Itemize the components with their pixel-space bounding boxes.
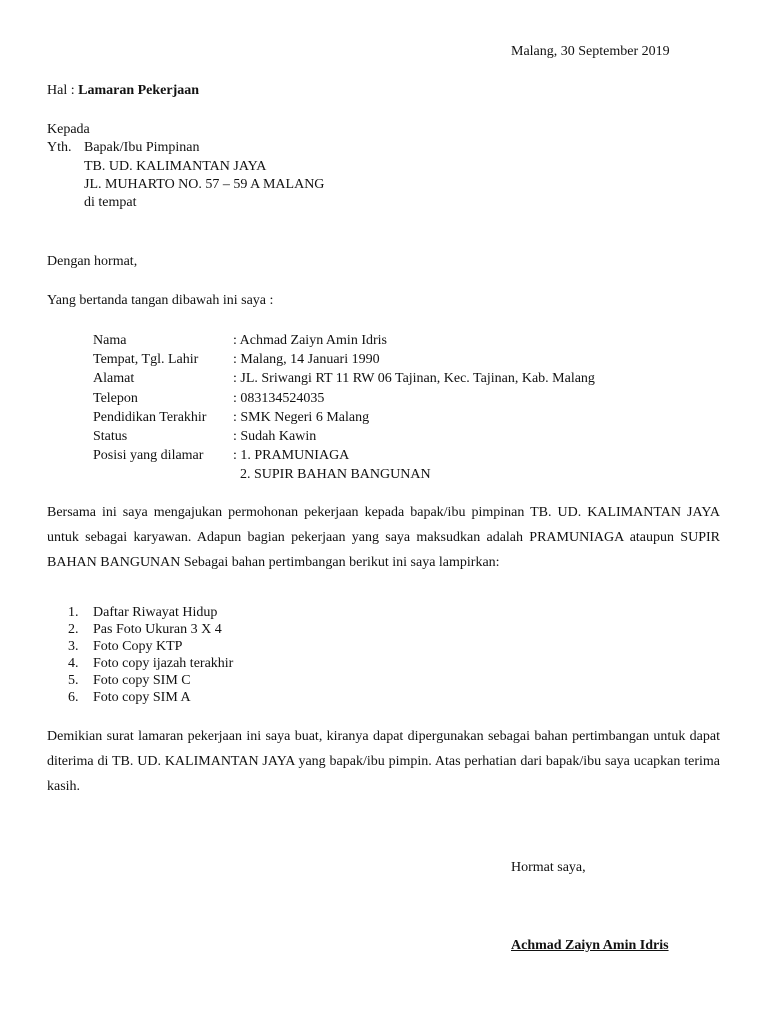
recipient-address: JL. MUHARTO NO. 57 – 59 A MALANG bbox=[84, 177, 325, 192]
body-paragraph-1: Bersama ini saya mengajukan permohonan pekerjaan kepada bapak/ibu pimpinan TB. UD. KALIMANTAN JAYA untuk sebagai karyawan. Adapun bagian pekerjaan yang saya maksudkan adalah PRAMUNIAGA ataupun SUPIR BAHAN BANGUNAN Sebagai bahan pertimbangan berikut ini saya lampirkan: bbox=[47, 505, 720, 570]
list-item bbox=[68, 604, 233, 621]
detail-label: Alamat bbox=[93, 371, 135, 387]
subject-text: Lamaran Pekerjaan bbox=[78, 83, 200, 98]
to-label: Kepada bbox=[47, 122, 90, 137]
attachment-list bbox=[68, 604, 233, 706]
list-text: Foto copy SIM C bbox=[93, 673, 191, 688]
list-number: 1. bbox=[68, 605, 79, 620]
detail-label: Tempat, Tgl. Lahir bbox=[93, 352, 199, 368]
list-number: 4. bbox=[68, 656, 79, 671]
list-text: Foto copy SIM A bbox=[93, 690, 191, 705]
recipient-place: di tempat bbox=[84, 195, 137, 210]
body-paragraph-2: Demikian surat lamaran pekerjaan ini saya buat, kiranya dapat dipergunakan sebagai bahan pertimbangan untuk dapat diterima di TB. UD. KALIMANTAN JAYA yang bapak/ibu pimpin. Atas perhatian dari bapak/ibu saya ucapkan terima kasih. bbox=[47, 729, 720, 794]
letter-date: Malang, 30 September 2019 bbox=[511, 44, 670, 59]
detail-row bbox=[93, 389, 595, 408]
list-item bbox=[68, 638, 233, 655]
detail-row bbox=[93, 427, 595, 446]
list-item bbox=[68, 621, 233, 638]
list-text: Pas Foto Ukuran 3 X 4 bbox=[93, 622, 222, 637]
detail-value: : 083134524035 bbox=[233, 390, 325, 406]
intro-line: Yang bertanda tangan dibawah ini saya : bbox=[47, 293, 274, 308]
detail-row bbox=[93, 331, 595, 350]
list-item bbox=[68, 655, 233, 672]
detail-label bbox=[93, 465, 233, 484]
closing: Hormat saya, bbox=[511, 860, 586, 875]
list-number: 5. bbox=[68, 673, 79, 688]
list-item bbox=[68, 689, 233, 706]
list-number: 6. bbox=[68, 690, 79, 705]
detail-value: : SMK Negeri 6 Malang bbox=[233, 409, 370, 425]
detail-label: Telepon bbox=[93, 390, 138, 406]
detail-row bbox=[93, 350, 595, 369]
detail-value: : Sudah Kawin bbox=[233, 429, 317, 445]
detail-label: Posisi yang dilamar bbox=[93, 448, 204, 464]
subject-line bbox=[47, 83, 199, 99]
recipient-company: TB. UD. KALIMANTAN JAYA bbox=[84, 159, 267, 174]
detail-row bbox=[93, 369, 595, 388]
detail-label: Pendidikan Terakhir bbox=[93, 409, 207, 425]
applicant-details-table bbox=[93, 331, 595, 485]
detail-value: : JL. Sriwangi RT 11 RW 06 Tajinan, Kec. Tajinan, Kab. Malang bbox=[233, 371, 595, 387]
detail-label: Nama bbox=[93, 333, 127, 348]
list-number: 3. bbox=[68, 639, 79, 654]
detail-label: Status bbox=[93, 429, 128, 445]
detail-value: : 1. PRAMUNIAGA bbox=[233, 448, 350, 464]
signature-name: Achmad Zaiyn Amin Idris bbox=[511, 938, 669, 953]
detail-value: : Achmad Zaiyn Amin Idris bbox=[233, 333, 387, 348]
list-text: Foto copy ijazah terakhir bbox=[93, 656, 234, 671]
detail-row bbox=[93, 465, 595, 484]
recipient-title: Bapak/Ibu Pimpinan bbox=[84, 140, 200, 155]
detail-value: : Malang, 14 Januari 1990 bbox=[233, 352, 380, 368]
greeting: Dengan hormat, bbox=[47, 254, 138, 269]
subject-prefix: Hal : bbox=[47, 83, 75, 98]
list-text: Foto Copy KTP bbox=[93, 639, 183, 654]
list-text: Daftar Riwayat Hidup bbox=[93, 605, 218, 620]
detail-row bbox=[93, 446, 595, 465]
list-item bbox=[68, 672, 233, 689]
detail-row bbox=[93, 408, 595, 427]
recipient-salutation: Yth. bbox=[47, 140, 72, 155]
list-number: 2. bbox=[68, 622, 79, 637]
detail-value: 2. SUPIR BAHAN BANGUNAN bbox=[233, 467, 431, 483]
